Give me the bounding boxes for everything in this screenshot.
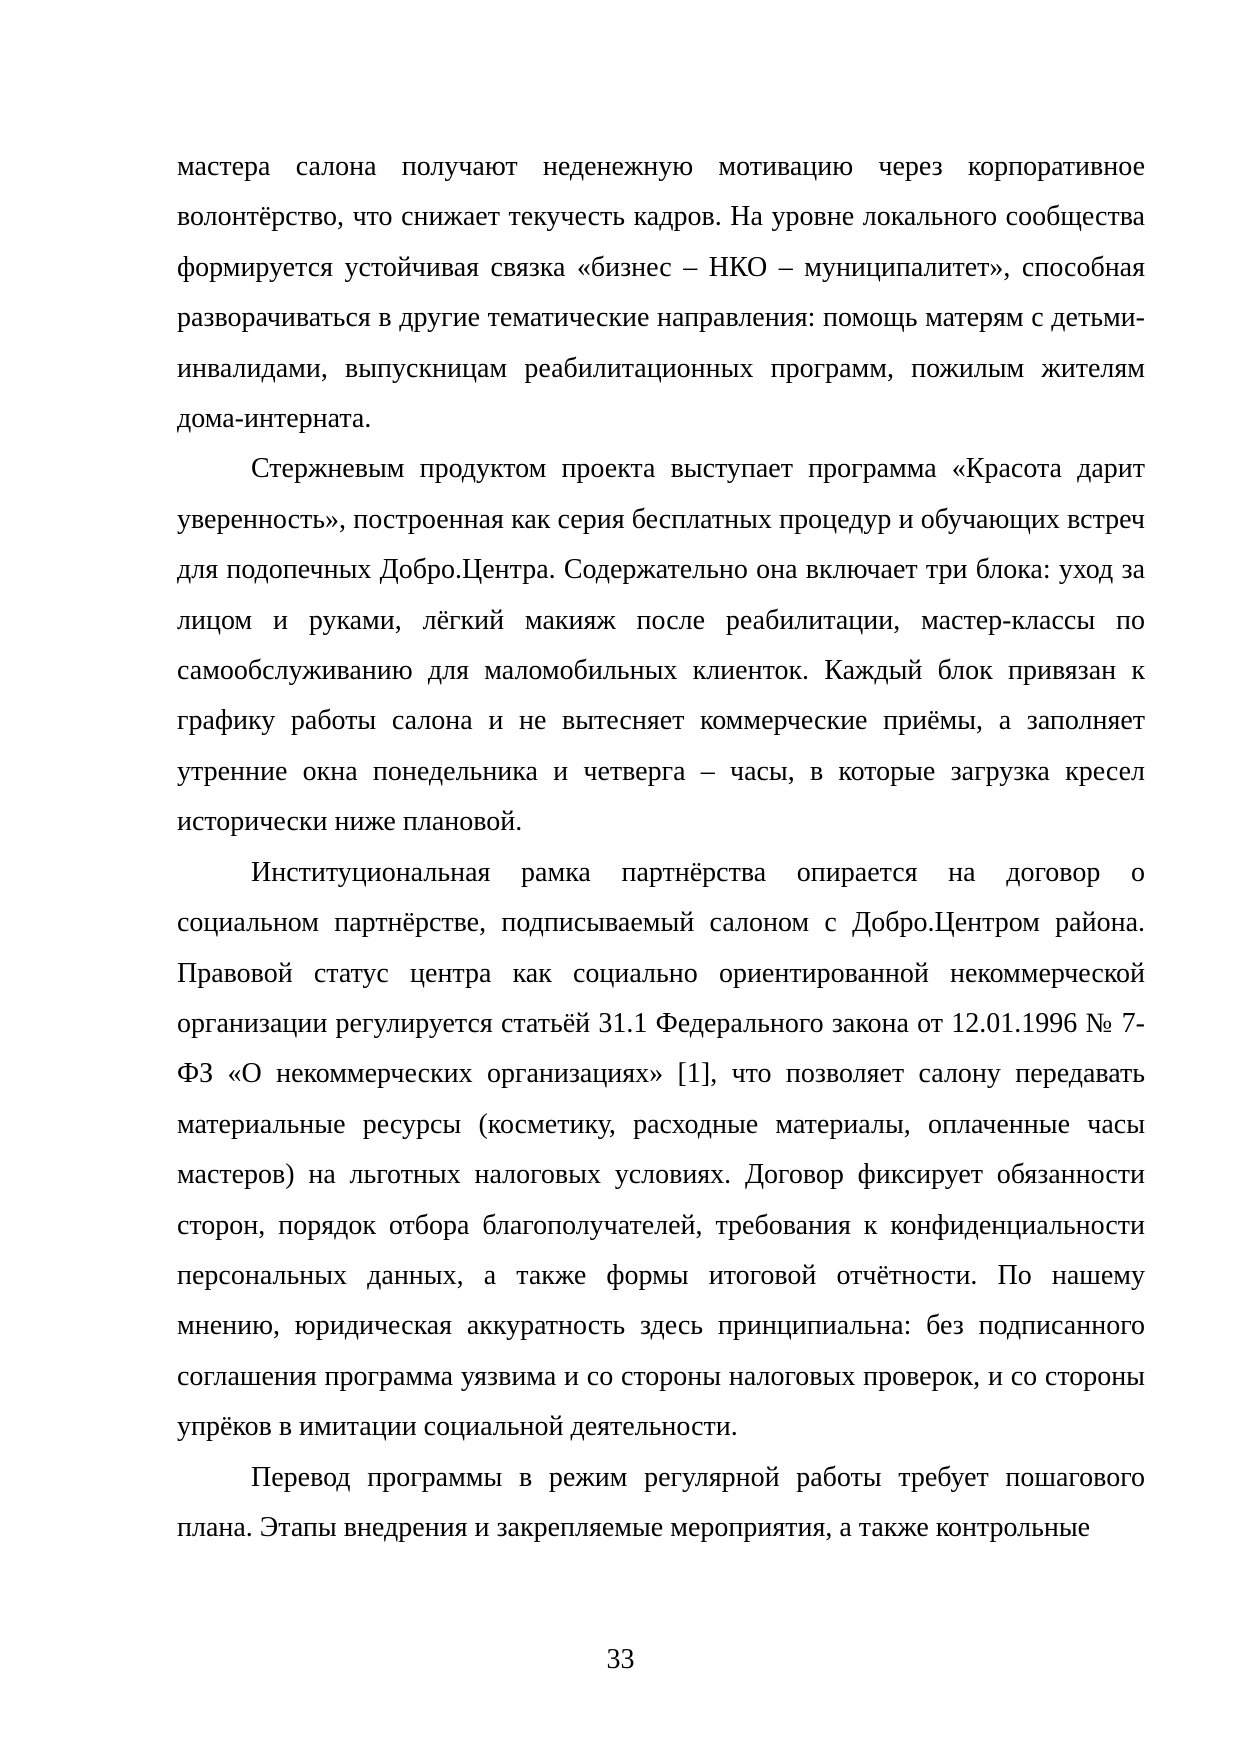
page-body xyxy=(177,142,1145,1553)
page-number: 33 xyxy=(606,1644,635,1675)
paragraph-4: Перевод программы в режим регулярной работы требует пошагового плана. Этапы внедрения и закрепляемые мероприятия, а также контрольные xyxy=(177,1461,1145,1543)
paragraph-2: Стержневым продуктом проекта выступает программа «Красота дарит уверенность», построенная как серия бесплатных процедур и обучающих встреч для подопечных Добро.Центра. Содержательно она включает три блока: уход за лицом и руками, лёгкий макияж после реабилитации, мастер-классы по самообслуживанию для маломобильных клиенток. Каждый блок привязан к графику работы салона и не вытесняет коммерческие приёмы, а заполняет утренние окна понедельника и четверга – часы, в которые загрузка кресел исторически ниже плановой. xyxy=(177,453,1145,838)
paragraph-1: мастера салона получают неденежную мотивацию через корпоративное волонтёрство, что снижает текучесть кадров. На уровне локального сообщества формируется устойчивая связка «бизнес – НКО – муниципалитет», способная разворачиваться в другие тематические направления: помощь матерям с детьми-инвалидами, выпускницам реабилитационных программ, пожилым жителям дома-интерната. xyxy=(177,151,1145,435)
paragraph-3: Институциональная рамка партнёрства опирается на договор о социальном партнёрстве, подписываемый салоном с Добро.Центром района. Правовой статус центра как социально ориентированной некоммерческой организации регулируется статьёй 31.1 Федерального закона от 12.01.1996 № 7-ФЗ «О некоммерческих организациях» [1], что позволяет салону передавать материальные ресурсы (косметику, расходные материалы, оплаченные часы мастеров) на льготных налоговых условиях. Договор фиксирует обязанности сторон, порядок отбора благополучателей, требования к конфиденциальности персональных данных, а также формы итоговой отчётности. По нашему мнению, юридическая аккуратность здесь принципиальна: без подписанного соглашения программа уязвима и со стороны налоговых проверок, и со стороны упрёков в имитации социальной деятельности. xyxy=(177,856,1145,1443)
